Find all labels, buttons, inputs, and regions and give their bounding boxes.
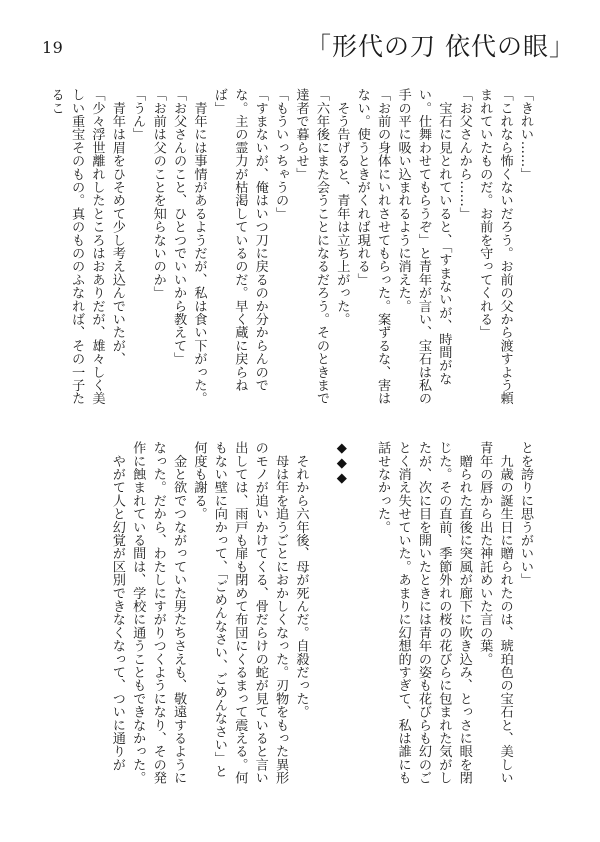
paragraph: 母は年を追うごとにおかしくなった。刃物をもった異形のモノが追いかけてくる、骨だらけの蛇が見ていると言い出しては、雨戸も扉も閉めて布団にくるまって震える。何もない壁に向かって、「ごめんなさい、ごめんなさい」と何度も謝る。	[191, 441, 289, 785]
paragraph: 「すまないが、俺はいつ刀に戻るのか分からんのでな。主の霊力が枯渇しているのだ。早く蔵に戻らねば」	[211, 88, 268, 392]
paragraph: 金と欲でつながっていた男たちさえも、敬遠するようになった。だから、わたしにすがりつくようになり、その発作に蝕まれている間は、学校に通うこともできなかった。	[130, 441, 187, 785]
paragraph: 「お父さんから……」	[456, 88, 472, 220]
body-text-bottom	[59, 441, 535, 786]
paragraph: 「きれい……」	[518, 88, 533, 181]
paragraph: 贈られた直後に突風が廊下に吹き込み、とっさに眼を閉じた。その直前、季節外れの桜の花びらに包まれた気がしたが、次に目を開いたときには青年の姿も花びらも幻のごとく消え失せていた。あまりに幻想的すぎて、私は誰にも話せなかった。	[375, 441, 472, 785]
paragraph: 「六年後にまた会うことになるだろう。そのときまで達者で暮らせ」	[293, 88, 329, 405]
paragraph: 宝石に見とれていると、「すまないが、時間がない。仕舞わせてもらうぞ」と青年が言い、宝石は私の手の平に吸い込まれるように消えた。	[395, 88, 452, 405]
paragraph: やがて人と幻覚が区別できなくなって、ついに通りが	[109, 441, 125, 771]
paragraph: 「もういっちゃうの」	[273, 88, 289, 220]
paragraph: 「うん」	[130, 88, 146, 141]
paragraph: 「これなら怖くないだろう。お前の父から渡すよう頼まれていたものだ。お前を守ってくれる」	[477, 88, 513, 405]
paragraph: 「少々浮世離れしたところはおありだが、雄々しく美しい重宝そのもの。真のもののふなれば、その一子たるこ	[48, 88, 105, 405]
blank-line	[311, 441, 331, 786]
blank-line	[351, 441, 371, 786]
paragraph: 九歳の誕生日に贈られたのは、琥珀色の宝石と、美しい青年の唇から出た神託めいた言の葉。	[477, 441, 513, 785]
paragraph: とを誇りに思うがいい」	[518, 441, 533, 587]
page-number: 19	[42, 38, 64, 57]
paragraph: 青年は眉をひそめて少し考え込んでいたが、	[109, 88, 125, 366]
running-title: 「形代の刀 依代の眼」	[306, 32, 575, 61]
paragraph: それから六年後、母が死んだ。自殺だった。	[293, 441, 309, 719]
paragraph: そう告げると、青年は立ち上がった。	[334, 88, 350, 326]
paragraph: 青年には事情があるようだが、私は食い下がった。	[191, 88, 207, 405]
paragraph: 「お前は父のことを知らないのか」	[150, 88, 166, 300]
section-break-ornament: ◆◆◆	[334, 441, 350, 486]
paragraph: 「お父さんのこと、ひとつでいいから教えて」	[171, 88, 187, 366]
body-text-top	[48, 88, 535, 408]
paragraph: 「お前の身体にいれさせてもらった。案ずるな、害はない。使うときがくれば現れる」	[354, 88, 391, 405]
